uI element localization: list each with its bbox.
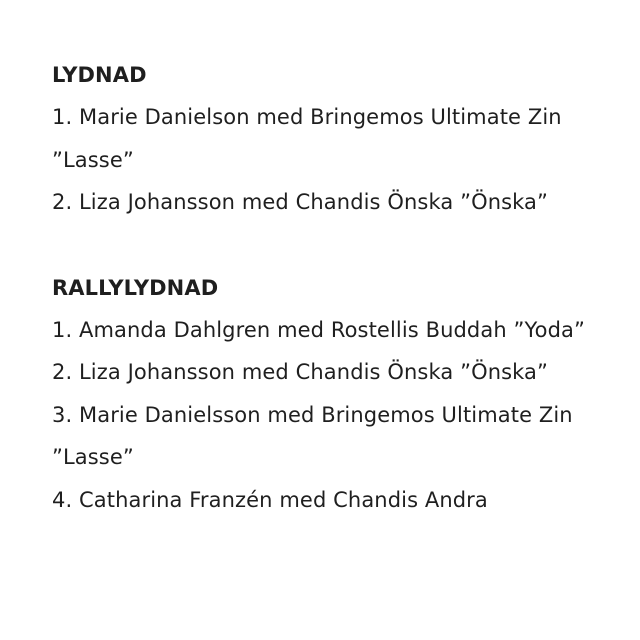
result-entry: 4. Catharina Franzén med Chandis Andra (52, 487, 488, 512)
section-lydnad (52, 54, 622, 224)
section-heading: RALLYLYDNAD (52, 275, 219, 300)
section-heading: LYDNAD (52, 63, 147, 87)
result-entry: 2. Liza Johansson med Chandis Önska ”Önska” (52, 190, 548, 214)
result-entry: 3. Marie Danielsson med Bringemos Ultimate Zin ”Lasse” (52, 402, 573, 469)
result-entry: 1. Marie Danielson med Bringemos Ultimate Zin ”Lasse” (52, 105, 562, 172)
result-entry: 2. Liza Johansson med Chandis Önska ”Önska” (52, 360, 548, 384)
article-content (52, 54, 622, 564)
result-entry: 1. Amanda Dahlgren med Rostellis Buddah ”Yoda” (52, 317, 585, 342)
section-rallylydnad (52, 267, 622, 522)
